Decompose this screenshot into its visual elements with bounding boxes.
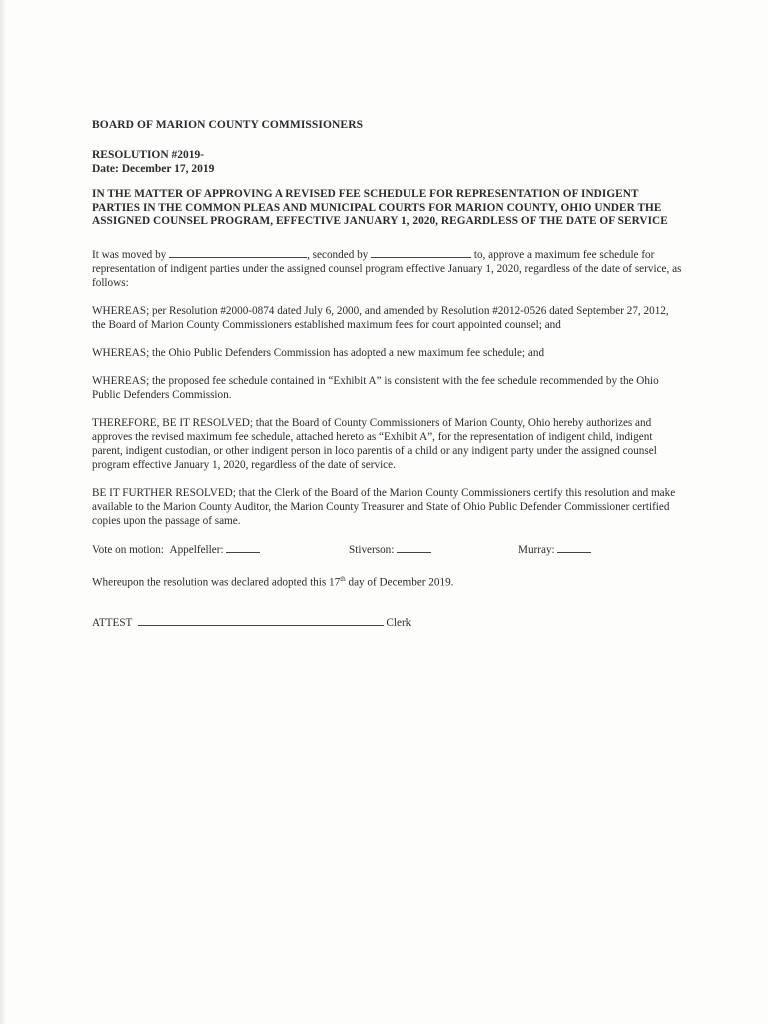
vote-blank bbox=[557, 542, 591, 553]
attest-label: ATTEST bbox=[92, 617, 133, 630]
whereas-paragraph: WHEREAS; per Resolution #2000-0874 dated July 6, 2000, and amended by Resolution #2012-0526 dated September 27, 2012, the Board of Marion County Commissioners established maximum fees for court appointed counsel; and bbox=[92, 304, 669, 331]
voter-name: Appelfeller: bbox=[169, 543, 224, 556]
adopted-statement bbox=[92, 572, 684, 590]
further-resolved-paragraph: BE IT FURTHER RESOLVED; that the Clerk of the Board of the Marion County Commissioners certify this resolution and make available to the Marion County Auditor, the Marion County Treasurer and State of Ohio Public Defender Commissioner certified copies upon the passage of same. bbox=[92, 486, 676, 527]
attest-row bbox=[92, 615, 684, 631]
vote-blank bbox=[226, 542, 260, 553]
mover-blank bbox=[169, 247, 307, 258]
therefore-paragraph: THEREFORE, BE IT RESOLVED; that the Board of County Commissioners of Marion County, Ohio hereby authorizes and approves the revised maximum fee schedule, attached hereto as “Exhibit A”, for the representation of indigent child, indigent parent, indigent custodian, or other indigent person in loco parentis of a child or any indigent party under the assigned counsel program effective January 1, 2020, regardless of the date of service. bbox=[92, 416, 657, 471]
vote-blank bbox=[397, 542, 431, 553]
board-heading: BOARD OF MARION COUNTY COMMISSIONERS bbox=[92, 119, 364, 131]
vote-voter-3 bbox=[518, 542, 591, 556]
ordinal-suffix: th bbox=[340, 574, 346, 583]
voter-name: Murray: bbox=[518, 543, 555, 556]
motion-paragraph bbox=[92, 247, 684, 290]
vote-voter-1 bbox=[92, 542, 260, 556]
motion-text-3: to, approve a maximum fee schedule for representation of indigent parties under the assigned counsel program effective January 1, 2020, regardless of the date of service, as follows: bbox=[92, 248, 682, 289]
seconder-blank bbox=[371, 247, 471, 258]
resolution-date: Date: December 17, 2019 bbox=[92, 163, 215, 175]
motion-text-2: , seconded by bbox=[307, 248, 372, 261]
matter-heading: IN THE MATTER OF APPROVING A REVISED FEE SCHEDULE FOR REPRESENTATION OF INDIGENT PARTIES IN THE COMMON PLEAS AND MUNICIPAL COURTS FOR MARION COUNTY, OHIO UNDER THE ASSIGNED COUNSEL PROGRAM, EFFECTIVE JANUARY 1, 2020, REGARDLESS OF THE DATE OF SERVICE bbox=[92, 188, 668, 227]
attest-signature-blank bbox=[138, 615, 384, 626]
vote-label: Vote on motion: bbox=[92, 543, 164, 556]
whereas-paragraph: WHEREAS; the Ohio Public Defenders Commission has adopted a new maximum fee schedule; and bbox=[92, 346, 545, 359]
motion-text-1: It was moved by bbox=[92, 248, 170, 261]
resolution-number: RESOLUTION #2019- bbox=[92, 149, 205, 161]
resolution-body bbox=[92, 119, 684, 631]
whereas-paragraph: WHEREAS; the proposed fee schedule contained in “Exhibit A” is consistent with the fee schedule recommended by the Ohio Public Defenders Commission. bbox=[92, 374, 659, 401]
vote-row bbox=[92, 542, 684, 558]
adopted-text-before: Whereupon the resolution was declared adopted this 17 bbox=[92, 576, 341, 589]
adopted-text-after: day of December 2019. bbox=[345, 576, 454, 589]
scan-edge bbox=[0, 0, 6, 1024]
vote-voter-2 bbox=[349, 542, 431, 556]
clerk-label: Clerk bbox=[386, 617, 412, 630]
voter-name: Stiverson: bbox=[349, 543, 395, 556]
